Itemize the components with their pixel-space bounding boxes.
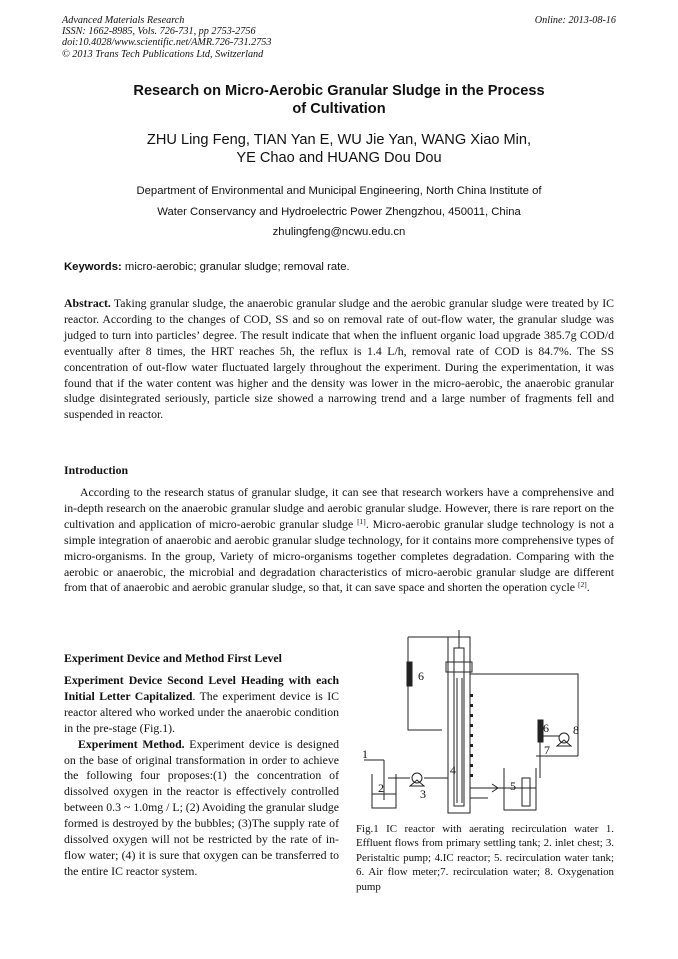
affiliation-line-2: Water Conservancy and Hydroelectric Power Zhengzhou, 450011, China [157, 206, 521, 218]
experiment-device-paragraph [64, 673, 339, 737]
experiment-heading: Experiment Device and Method First Level [64, 651, 282, 665]
top-pipe-left [408, 637, 442, 730]
citation-1: [1] [357, 516, 366, 526]
label-2: 2 [378, 781, 384, 795]
intro-text-2: . Micro-aerobic granular sludge technology is not a simple integration of anaerobic and aerobic granular sludge technology, for it contains more comprehensive types of micro-organisms. In the group, Variety of micro-organisms together completes degradation. Comparing with the aerobic or anaerobic, the microbial and degradation characteristics of micro-aerobic granular sludge are different from that of anaerobic and aerobic granular sludge, so that, it can save space and shorten the operation cycle [64, 516, 614, 595]
peristaltic-pump [412, 773, 422, 783]
paper-title [60, 82, 618, 118]
authors-line-2: YE Chao and HUANG Dou Dou [236, 150, 442, 166]
introduction-heading: Introduction [64, 463, 129, 477]
abstract [64, 296, 614, 423]
intro-text-1: According to the research status of granular sludge, it can see that research workers have a comprehensive and in-depth research on the anaerobic granular sludge and aerobic granular sludge. However, there is rare report on the cultivation and application of micro-aerobic granular sludge [64, 485, 614, 531]
journal-header [62, 15, 271, 60]
label-6-left: 6 [418, 669, 424, 683]
experiment-column [64, 673, 339, 880]
figure-caption: Fig.1 IC reactor with aerating recirculation water 1. Effluent flows from primary settling tank; 2. inlet chest; 3. Peristaltic pump; 4.IC reactor; 5. recirculation water tank; 6. Air flow meter;7. recirculation water; 8. Oxygenation pump [356, 823, 614, 893]
journal-name: Advanced Materials Research [62, 15, 185, 26]
label-4: 4 [450, 763, 456, 777]
issn-line: ISSN: 1662-8985, Vols. 726-731, pp 2753-2756 [62, 26, 256, 38]
recirculation-tank-diffuser [522, 778, 530, 806]
label-7: 7 [544, 743, 550, 757]
title-line-2: of Cultivation [292, 101, 386, 117]
affiliation [62, 181, 616, 223]
experiment-subheading: Experiment Device Second Level Heading with each Initial Letter Capitalized [64, 673, 339, 703]
device-text: . The experiment device is IC reactor altered who worked under the anaerobic condition in the pre-stage (Fig.1). [64, 688, 339, 735]
author-list [60, 131, 618, 167]
authors-line-1: ZHU Ling Feng, TIAN Yan E, WU Jie Yan, WANG Xiao Min, [146, 132, 532, 148]
keywords-text: micro-aerobic; granular sludge; removal rate. [121, 261, 350, 273]
reactor-column-outer [448, 637, 470, 813]
intro-text-3: . [586, 580, 590, 595]
ic-reactor-diagram [352, 628, 620, 820]
abstract-label: Abstract. [64, 296, 111, 310]
introduction-body [64, 485, 614, 596]
recirculation-tank [504, 768, 536, 810]
label-5: 5 [510, 779, 516, 793]
keywords [64, 261, 350, 273]
reactor-top-cap [446, 662, 472, 672]
label-6-right: 6 [543, 721, 549, 735]
citation-2: [2] [577, 580, 587, 590]
label-1: 1 [362, 747, 368, 761]
oxygenation-pump [559, 733, 569, 743]
copyright-line: © 2013 Trans Tech Publications Ltd, Switzerland [62, 48, 264, 60]
experiment-method-paragraph [64, 737, 339, 880]
method-label: Experiment Method. [78, 736, 185, 751]
keywords-label: Keywords: [64, 261, 122, 273]
doi-line: doi:10.4028/www.scientific.net/AMR.726-731.2753 [62, 37, 272, 49]
author-email: zhulingfeng@ncwu.edu.cn [272, 226, 406, 238]
air-flow-meter-left [407, 662, 412, 686]
online-date: Online: 2013-08-16 [534, 15, 616, 26]
label-3: 3 [420, 787, 426, 801]
top-pipe-right [470, 674, 578, 756]
abstract-text: Taking granular sludge, the anaerobic granular sludge and the aerobic granular sludge were treated by IC reactor. According to the changes of COD, SS and so on removal rate of out-flow water, the granular sludge was judged to turn into particles’ degree. The result indicate that when the influent organic load upgrade 385.7g COD/d eventually after 8 times, the HRT reaches 5h, the reflux is 1.4 L/h, removal rate of COD is 84.7%. The SS concentration of out-flow water fluctuated largely throughout the experiment. During the experimentation, it was found that if the water content was higher and the density was lower in the micro-aerobic, the anaerobic granular sludge disintegrated seriously, particle size showed a narrowing trend and a large number of fragments fell and suspended in reactor. [64, 296, 614, 422]
label-8: 8 [573, 723, 579, 737]
affiliation-line-1: Department of Environmental and Municipal Engineering, North China Institute of [136, 185, 542, 197]
method-text: Experiment device is designed on the base of original transformation in order to achieve the following four proposes:(1) the concentration of dissolved oxygen in the reactor is effectively controlled between 0.3 ~ 1.0mg / L; (2) Avoiding the granular sludge formed is destroyed by the bubbles; (3)The supply rate of dissolved oxygen will not be restricted by the rate of in-flow water; (4) it is sure that oxygen can be transferred to the entire IC reactor system. [64, 736, 339, 878]
title-line-1: Research on Micro-Aerobic Granular Sludge in the Process [133, 83, 545, 99]
